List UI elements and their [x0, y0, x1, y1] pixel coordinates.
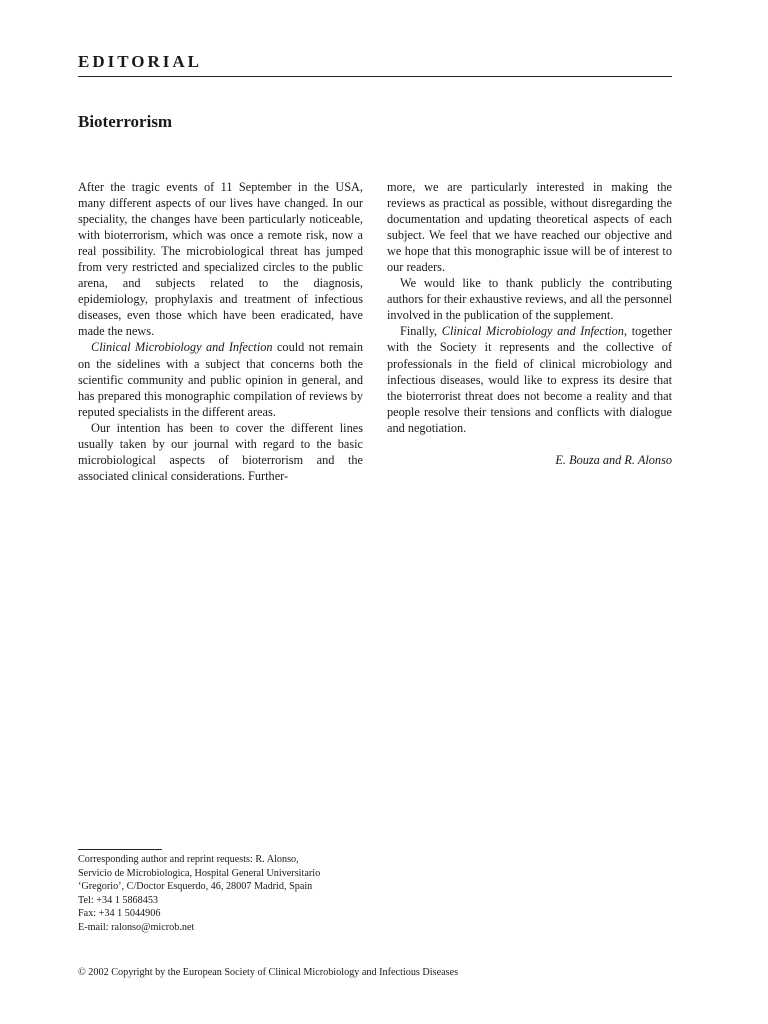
footnote-line: Servicio de Microbiologica, Hospital General Universitario: [78, 867, 321, 879]
journal-name: Clinical Microbiology and Infection: [91, 340, 273, 355]
footnote-line: Corresponding author and reprint requests: R. Alonso,: [78, 854, 299, 865]
left-column: [78, 179, 363, 484]
footnote-line: ‘Gregorio’, C/Doctor Esquerdo, 46, 28007 Madrid, Spain: [78, 881, 313, 893]
section-label: EDITORIAL: [78, 52, 202, 71]
footnote-rule: [78, 849, 162, 850]
paragraph: more, we are particularly interested in making the reviews as practical as possible, without disregarding the documentation and updating theoretical aspects of each subject. We feel that we have reached our objective and we hope that this monographic issue will be of interest to our readers.: [387, 180, 672, 275]
footnote-tel: Tel: +34 1 5868453: [78, 894, 159, 906]
footnote-email: E-mail: ralonso@microb.net: [78, 921, 195, 933]
header-rule: [78, 76, 672, 77]
paragraph: After the tragic events of 11 September in the USA, many different aspects of our lives have changed. In our speciality, the changes have been particularly noticeable, with bioterrorism, which was once a remote risk, now a real possibility. The microbiological threat has jumped from very restricted and specialized circles to the public arena, and subjects related to the diagnosis, epidemiology, prophylaxis and treatment of infectious diseases, even those which have been eradicated, have made the news.: [78, 180, 363, 339]
footnote-fax: Fax: +34 1 5044906: [78, 908, 161, 920]
journal-name: Clinical Microbiology and Infection: [441, 324, 624, 339]
right-column: [387, 179, 672, 468]
paragraph: Finally, Clinical Microbiology and Infection, together with the Society it represents and the collective of professionals in the field of clinical microbiology and infectious diseases, would like to express its desire that the bioterrorist threat does not become a reality and that people resolve their tensions and conflicts with dialogue and negotiation.: [387, 324, 672, 435]
copyright-notice: © 2002 Copyright by the European Society of Clinical Microbiology and Infectious Diseases: [78, 967, 459, 978]
correspondence-footnote: [78, 853, 363, 935]
paragraph: Our intention has been to cover the different lines usually taken by our journal with regard to the basic microbiological aspects of bioterrorism and the associated clinical considerations. Further-: [78, 420, 363, 483]
paragraph: We would like to thank publicly the contributing authors for their exhaustive reviews, and all the personnel involved in the publication of the supplement.: [387, 276, 672, 323]
article-title: Bioterrorism: [78, 112, 173, 131]
paragraph: Clinical Microbiology and Infection could not remain on the sidelines with a subject that concerns both the scientific community and public opinion in general, and has prepared this monographic compilation of reviews by reputed specialists in the different areas.: [78, 340, 363, 419]
author-signature: E. Bouza and R. Alonso: [555, 452, 672, 467]
